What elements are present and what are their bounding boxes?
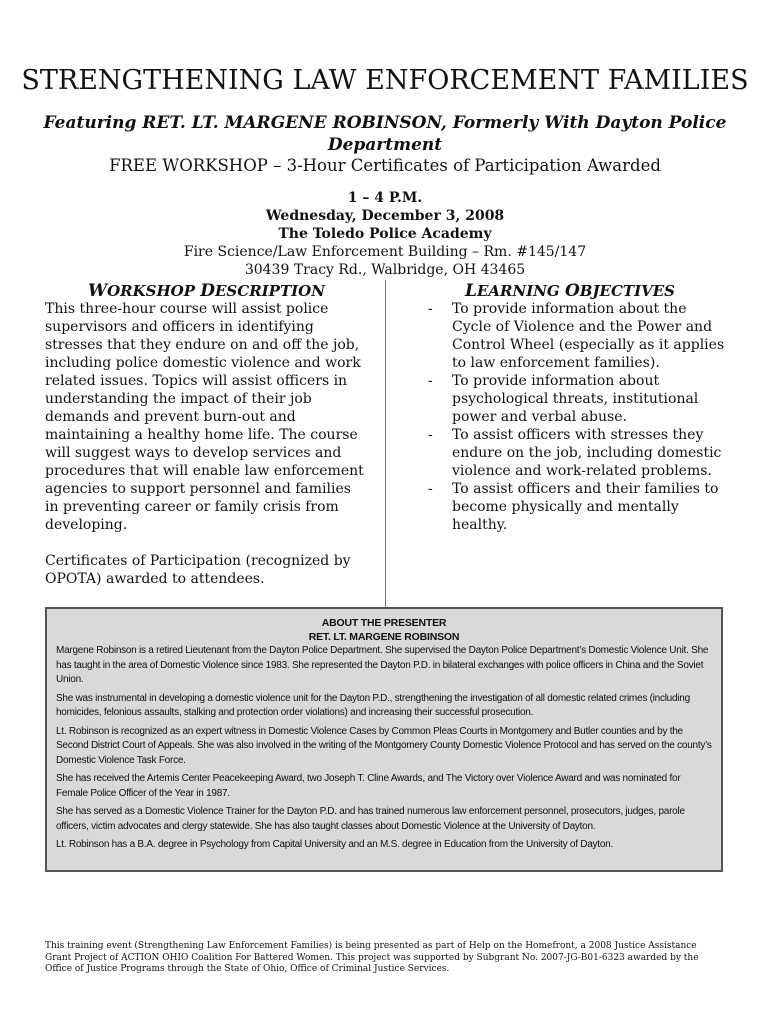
list-item: [428, 372, 728, 426]
bio-paragraph: Lt. Robinson is recognized as an expert witness in Domestic Violence Cases by Common Pleas Courts in Montgomery and Butler counties and by the Second District Court of Appeals. She was also involved in the writing of the Montgomery County Domestic Violence Protocol and has served on the county’s Domestic Violence Task Force.: [56, 725, 712, 766]
heading-initial: L: [465, 281, 477, 301]
heading-rest: BJECTIVES: [579, 282, 676, 300]
list-item: [428, 300, 728, 372]
presenter-name: RET. LT. MARGENE ROBINSON: [308, 631, 460, 643]
event-time: 1 – 4 P.M.: [347, 190, 423, 206]
about-presenter-box: [45, 607, 723, 872]
workshop-description: [45, 300, 365, 588]
event-building: Fire Science/Law Enforcement Building – Rm. #145/147: [183, 244, 587, 260]
heading-initial: D: [200, 281, 215, 301]
featured-presenter-line: Featuring RET. LT. MARGENE ROBINSON, Formerly With Dayton Police Department: [43, 113, 727, 155]
page-title: STRENGTHENING LAW ENFORCEMENT FAMILIES: [21, 65, 749, 97]
bio-paragraph: She has served as a Domestic Violence Trainer for the Dayton P.D. and has trained numerous law enforcement personnel, prosecutors, judges, parole officers, victim advocates and clergy statewide. She has also taught classes about Domestic Violence at the University of Dayton.: [56, 806, 685, 832]
bullet-dash: -: [428, 373, 433, 389]
bullet-dash: -: [428, 301, 433, 317]
heading-rest: ORKSHOP: [107, 282, 201, 300]
presenter-bio: [47, 644, 721, 853]
certificates-note: Certificates of Participation (recognized by OPOTA) awarded to attendees.: [45, 553, 351, 587]
workshop-subtitle: FREE WORKSHOP – 3-Hour Certificates of Participation Awarded: [109, 156, 661, 175]
objective-text: To assist officers with stresses they endure on the job, including domestic violence and work-related problems.: [452, 427, 722, 479]
funding-footer: This training event (Strengthening Law Enforcement Families) is being presented as part of Help on the Homefront, a 2008 Justice Assistance Grant Project of ACTION OHIO Coalition For Battered Women. This project was supported by Subgrant No. 2007-JG-B01-6323 awarded by the Office of Justice Programs through the State of Ohio, Office of Criminal Justice Services.: [45, 941, 699, 974]
heading-initial: W: [88, 281, 108, 301]
presenter-heading: ABOUT THE PRESENTER: [321, 617, 447, 629]
list-item: [428, 480, 728, 534]
learning-objectives-heading: [465, 282, 675, 300]
column-divider: [385, 280, 386, 608]
workshop-description-heading: [88, 282, 325, 300]
bullet-dash: -: [428, 427, 433, 443]
bullet-dash: -: [428, 481, 433, 497]
heading-initial: O: [564, 281, 580, 301]
objective-text: To provide information about the Cycle of Violence and the Power and Control Wheel (especially as it applies to law enforcement families).: [452, 301, 725, 371]
objective-text: To provide information about psychological threats, institutional power and verbal abuse.: [452, 373, 699, 425]
bio-paragraph: She has received the Artemis Center Peacekeeping Award, two Joseph T. Cline Awards, and The Victory over Violence Award and was nominated for Female Police Officer of the Year in 1987.: [56, 773, 681, 799]
event-venue: The Toledo Police Academy: [278, 226, 492, 242]
list-item: [428, 426, 728, 480]
bio-paragraph: She was instrumental in developing a domestic violence unit for the Dayton P.D., strengthening the investigation of all domestic related crimes (including homicides, felonious assaults, stalking and protection order violations) and increasing their successful prosecution.: [56, 692, 690, 718]
event-details: [0, 189, 770, 279]
event-address: 30439 Tracy Rd., Walbridge, OH 43465: [244, 262, 526, 278]
event-date: Wednesday, December 3, 2008: [265, 208, 505, 224]
bio-paragraph: Lt. Robinson has a B.A. degree in Psychology from Capital University and an M.S. degree in Education from the University of Dayton.: [56, 839, 613, 850]
heading-rest: ESCRIPTION: [215, 282, 325, 300]
objective-text: To assist officers and their families to become physically and mentally healthy.: [452, 481, 719, 533]
heading-rest: EARNING: [476, 282, 565, 300]
description-body: This three-hour course will assist police supervisors and officers in identifying stresses that they endure on and off the job, including police domestic violence and work related issues. Topics will assist officers in understanding the impact of their job demands and prevent burn-out and maintaining a healthy home life. The course will suggest ways to develop services and procedures that will enable law enforcement agencies to support personnel and families in preventing career or family crisis from developing.: [45, 301, 364, 533]
objectives-list: [428, 300, 728, 534]
bio-paragraph: Margene Robinson is a retired Lieutenant from the Dayton Police Department. She supervised the Dayton Police Department’s Domestic Violence Unit. She has taught in the area of Domestic Violence since 1983. She represented the Dayton P.D. in bilateral exchanges with police officers in China and the Soviet Union.: [56, 645, 709, 685]
